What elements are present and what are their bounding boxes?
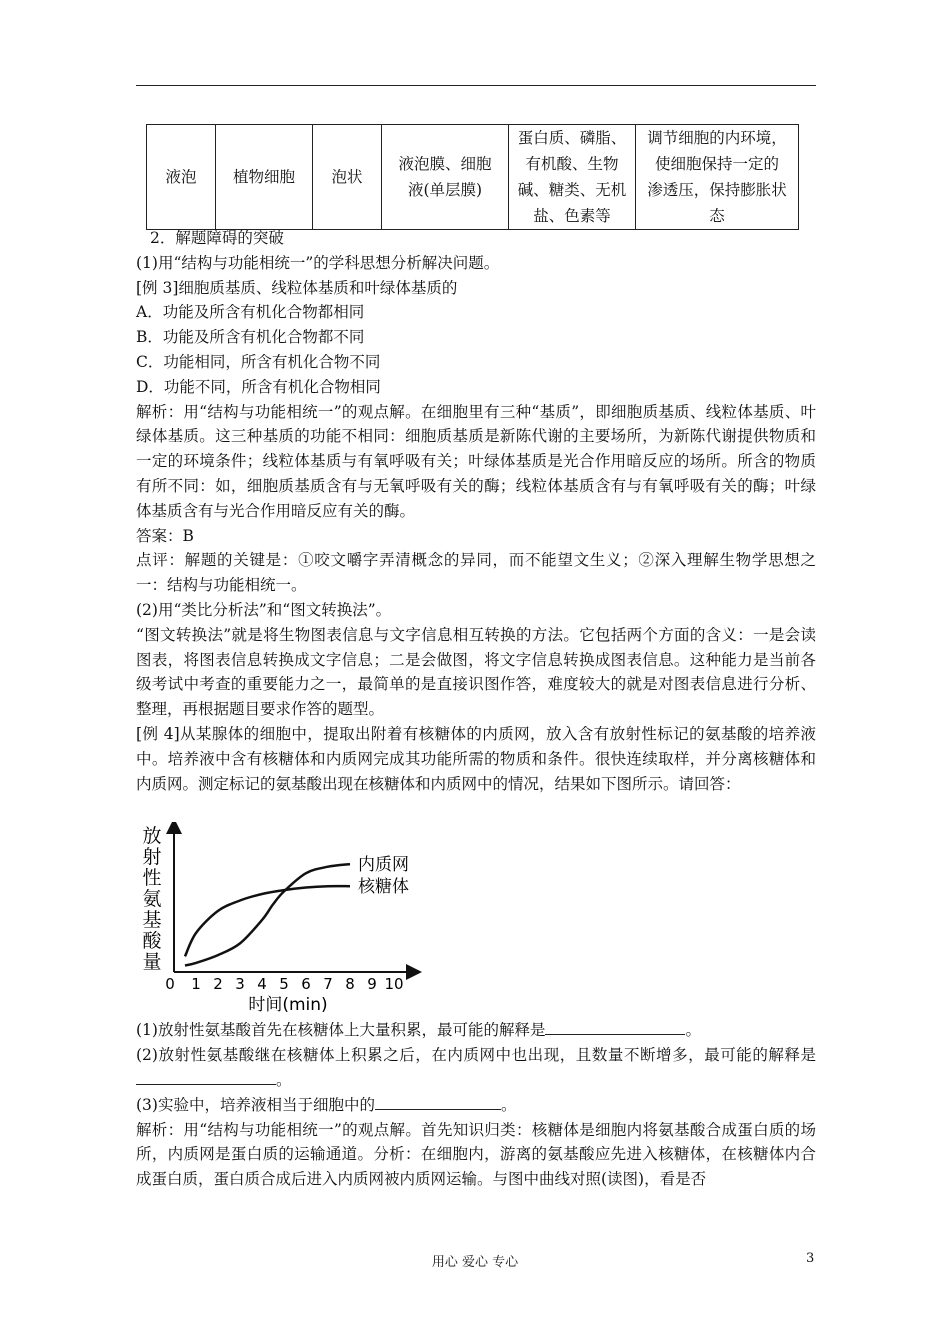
option-c: C．功能相同，所含有机化合物不同 (136, 352, 381, 371)
x-tick-label: 1 (191, 975, 201, 993)
option-a: A．功能及所含有机化合物都相同 (136, 303, 365, 322)
question-2 (136, 1043, 816, 1093)
table-cell-line: 态 (709, 207, 725, 225)
series-label: 内质网 (358, 855, 409, 876)
y-axis-label-char: 射 (142, 846, 162, 868)
y-axis-label-char: 酸 (142, 930, 162, 952)
x-tick-label: 6 (301, 975, 311, 993)
table-cell-name: 液泡 (147, 125, 216, 230)
series-label: 核糖体 (358, 877, 409, 898)
answer-blank[interactable] (545, 1018, 685, 1035)
option-b: B．功能及所含有机化合物都不同 (136, 328, 365, 347)
series-lines (185, 855, 409, 965)
method-paragraph: “图文转换法”就是将生物图表信息与文字信息相互转换的方法。它包括两个方面的含义：一是会读图表，将图表信息转换成文字信息；二是会做图，将文字信息转换成图表信息。这种能力是当前各级考试中考查的重要能力之一，最简单的是直接识图作答，难度较大的就是对图表信息进行分析、整理，再根据题目要求作答的题型。 (136, 625, 816, 719)
question-1 (136, 1018, 816, 1043)
table-cell-shape: 泡状 (313, 125, 382, 230)
y-axis-label (142, 825, 162, 973)
example-question: [例 4]从某腺体的细胞中，提取出附着有核糖体的内质网，放入含有放射性标记的氨基酸的培养液中。培养液中含有核糖体和内质网完成其功能所需的物质和条件。很快连续取样，并分离核糖体和内质网。测定标记的氨基酸出现在核糖体和内质网中的情况，结果如下图所示。请回答： (136, 724, 816, 793)
y-axis-label-char: 量 (142, 951, 162, 973)
table-cell-structure (382, 125, 509, 230)
table-cell-line: 调节细胞的内环境， (647, 129, 787, 147)
table-cell-function (636, 125, 799, 230)
question-text: (1)放射性氨基酸首先在核糖体上大量积累，最可能的解释是 (136, 1021, 546, 1040)
table-cell-distribution: 植物细胞 (216, 125, 313, 230)
question-3 (136, 1093, 816, 1118)
table-cell-line: 碱、糖类、无机 (517, 181, 627, 199)
y-axis-label-char: 基 (142, 909, 162, 931)
page-body (136, 226, 816, 1192)
table-cell-line: 有机酸、生物 (525, 155, 619, 173)
line-chart (140, 822, 422, 1020)
question-text: (2)放射性氨基酸继在核糖体上积累之后，在内质网中也出现，且数量不断增多，最可能的解释是 (136, 1046, 816, 1065)
table-cell-content (509, 125, 636, 230)
question-end: 。 (276, 1070, 292, 1089)
analysis-paragraph: 解析：用“结构与功能相统一”的观点解。首先知识归类：核糖体是细胞内将氨基酸合成蛋白质的场所，内质网是蛋白质的运输通道。分析：在细胞内，游离的氨基酸应先进入核糖体，在核糖体内合成蛋白质，蛋白质合成后进入内质网被内质网运输。与图中曲线对照(读图)，看是否 (136, 1120, 816, 1189)
x-tick-label: 5 (279, 975, 289, 993)
x-tick-label: 4 (257, 975, 267, 993)
table-cell-line: 蛋白质、磷脂、 (517, 129, 627, 147)
x-tick-label: 0 (165, 975, 175, 993)
question-end: 。 (500, 1095, 517, 1114)
question-end: 。 (685, 1021, 701, 1040)
x-tick-label: 3 (235, 975, 245, 993)
comment-paragraph: 点评：解题的关键是：①咬文嚼字弄清概念的异同，而不能望文生义；②深入理解生物学思想之一：结构与功能相统一。 (136, 551, 816, 595)
header-rule (136, 85, 816, 86)
table-cell-line: 液(单层膜) (407, 181, 483, 199)
answer-blank[interactable] (136, 1068, 276, 1085)
subheading: (2)用“类比分析法”和“图文转换法”。 (136, 600, 392, 619)
x-tick-label: 7 (323, 975, 333, 993)
answer-blank[interactable] (375, 1093, 501, 1110)
x-axis-label: 时间(min) (248, 995, 328, 1015)
analysis-paragraph: 解析：用“结构与功能相统一”的观点解。在细胞里有三种“基质”，即细胞质基质、线粒体基质、叶绿体基质。这三种基质的功能不相同：细胞质基质是新陈代谢的主要场所，为新陈代谢提供物质和一定的环境条件；线粒体基质与有氧呼吸有关；叶绿体基质是光合作用暗反应的场所。所含的物质有所不同：如，细胞质基质含有与无氧呼吸有关的酶；线粒体基质含有与有氧呼吸有关的酶；叶绿体基质含有与光合作用暗反应有关的酶。 (136, 402, 816, 520)
x-tick-label: 8 (345, 975, 355, 993)
series-line (185, 886, 350, 956)
x-tick-labels (165, 975, 403, 993)
option-d: D．功能不同，所含有机化合物相同 (136, 377, 381, 396)
x-tick-label: 9 (367, 975, 377, 993)
question-text: (3)实验中，培养液相当于细胞中的 (136, 1095, 375, 1114)
subheading: (1)用“结构与功能相统一”的学科思想分析解决问题。 (136, 253, 500, 272)
page-number: 3 (806, 1251, 815, 1266)
x-tick-label: 2 (213, 975, 223, 993)
footer-motto: 用心 爱心 专心 (431, 1255, 519, 1270)
table-cell-line: 使细胞保持一定的 (654, 155, 779, 173)
table-cell-line: 液泡膜、细胞 (398, 155, 492, 173)
y-axis-label-char: 放 (142, 825, 162, 847)
y-axis-label-char: 氨 (142, 888, 162, 910)
answer-line: 答案：B (136, 526, 194, 545)
table-row (147, 125, 799, 230)
section-heading: 2．解题障碍的突破 (150, 229, 284, 247)
chart-svg (140, 822, 422, 1020)
table-cell-line: 盐、色素等 (533, 207, 611, 225)
x-tick-label: 10 (384, 975, 404, 993)
example-question: [例 3]细胞质基质、线粒体基质和叶绿体基质的 (136, 278, 458, 297)
organelle-table (146, 124, 799, 230)
y-axis-label-char: 性 (142, 867, 162, 889)
series-line (185, 864, 350, 965)
table-cell-line: 渗透压，保持膨胀状 (647, 181, 787, 199)
